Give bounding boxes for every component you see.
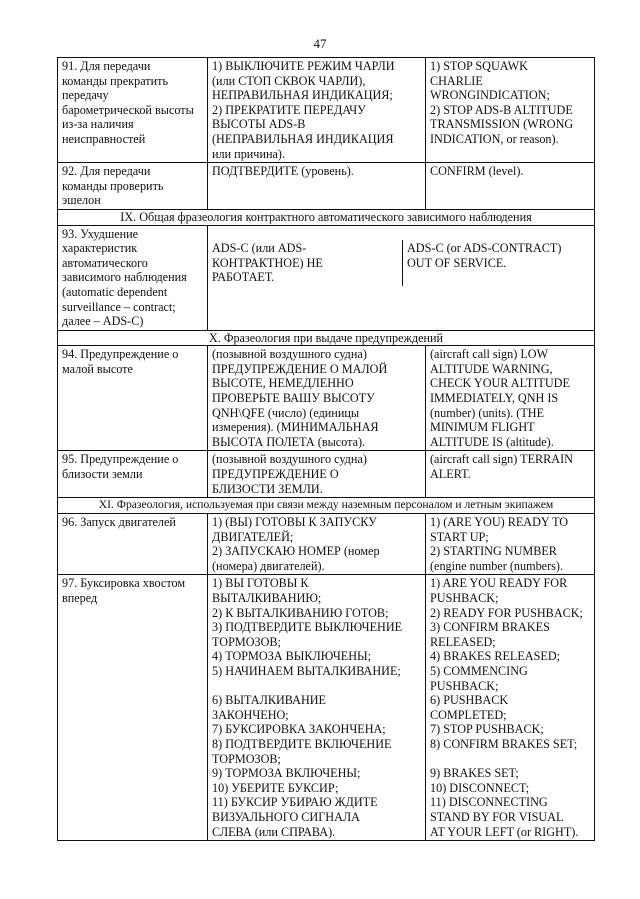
russian-phrase-cell: 1) ВЫ ГОТОВЫ К ВЫТАЛКИВАНИЮ; 2) К ВЫТАЛКИВАНИЮ ГОТОВ; 3) ПОДТВЕРДИТЕ ВЫКЛЮЧЕНИЕ ТОРМОЗОВ; 4) ТОРМОЗА ВЫКЛЮЧЕНЫ; 5) НАЧИНАЕМ ВЫТАЛКИВАНИЕ; 6) ВЫТАЛКИВАНИЕ ЗАКОНЧЕНО; 7) БУКСИРОВКА ЗАКОНЧЕНА; 8) ПОДТВЕРДИТЕ ВКЛЮЧЕНИЕ ТОРМОЗОВ; 9) ТОРМОЗА ВКЛЮЧЕНЫ; 10) УБЕРИТЕ БУКСИР; 11) БУКСИР УБИРАЮ ЖДИТЕ ВИЗУАЛЬНОГО СИГНАЛА СЛЕВА (или СПРАВА).	[208, 575, 426, 841]
situation-cell: 96. Запуск двигателей	[58, 514, 208, 575]
table-row	[58, 163, 595, 210]
table-row	[58, 575, 595, 841]
english-phrase-cell: (aircraft call sign) LOW ALTITUDE WARNING, CHECK YOUR ALTITUDE IMMEDIATELY, QNH IS (number) (units). (THE MINIMUM FLIGHT ALTITUDE IS (altitude).	[426, 346, 595, 451]
russian-phrase-cell: 1) (ВЫ) ГОТОВЫ К ЗАПУСКУ ДВИГАТЕЛЕЙ; 2) ЗАПУСКАЮ НОМЕР (номер (номера) двигателей).	[208, 514, 426, 575]
situation-cell: 91. Для передачи команды прекратить передачу барометрической высоты из-за наличия неисправностей	[58, 58, 208, 163]
section-header-row	[58, 330, 595, 346]
english-phrase-cell: 1) STOP SQUAWK CHARLIE WRONGINDICATION; 2) STOP ADS-B ALTITUDE TRANSMISSION (WRONG INDICATION, or reason).	[426, 58, 595, 163]
russian-phrase-cell: ПОДТВЕРДИТЕ (уровень).	[208, 163, 426, 210]
russian-phrase-cell: ADS-C (или ADS- КОНТРАКТНОЕ) НЕ РАБОТАЕТ.	[208, 240, 403, 286]
section-title: IX. Общая фразеология контрактного автоматического зависимого наблюдения	[58, 209, 595, 225]
english-phrase-cell: 1) (ARE YOU) READY TO START UP; 2) STARTING NUMBER (engine number (numbers).	[426, 514, 595, 575]
table-row	[58, 514, 595, 575]
table-row	[58, 451, 595, 498]
table-row	[58, 58, 595, 163]
section-header-row	[58, 498, 595, 514]
situation-cell: 92. Для передачи команды проверить эшелон	[58, 163, 208, 210]
section-header-row	[58, 209, 595, 225]
russian-phrase-cell: 1) ВЫКЛЮЧИТЕ РЕЖИМ ЧАРЛИ (или СТОП СКВОК ЧАРЛИ), НЕПРАВИЛЬНАЯ ИНДИКАЦИЯ; 2) ПРЕКРАТИТЕ ПЕРЕДАЧУ ВЫСОТЫ ADS-B (НЕПРАВИЛЬНАЯ ИНДИКАЦИЯ или причина).	[208, 58, 426, 163]
table-row	[58, 225, 595, 330]
situation-cell: 97. Буксировка хвостом вперед	[58, 575, 208, 841]
phraseology-table	[57, 57, 595, 841]
russian-phrase-cell: (позывной воздушного судна) ПРЕДУПРЕЖДЕНИЕ О БЛИЗОСТИ ЗЕМЛИ.	[208, 451, 426, 498]
section-title: X. Фразеология при выдаче предупреждений	[58, 330, 595, 346]
situation-cell: 93. Ухудшение характеристик автоматического зависимого наблюдения (automatic dependent surveillance – contract; далее – ADS-C)	[58, 225, 208, 330]
english-phrase-cell: ADS-C (or ADS-CONTRACT) OUT OF SERVICE.	[407, 241, 562, 270]
situation-cell: 94. Предупреждение о малой высоте	[58, 346, 208, 451]
russian-phrase-cell: (позывной воздушного судна) ПРЕДУПРЕЖДЕНИЕ О МАЛОЙ ВЫСОТЕ, НЕМЕДЛЕННО ПРОВЕРЬТЕ ВАШУ ВЫСОТУ QNH\QFE (число) (единицы измерения). (МИНИМАЛЬНАЯ ВЫСОТА ПОЛЕТА (высота).	[208, 346, 426, 451]
section-title: XI. Фразеология, используемая при связи между наземным персоналом и летным экипажем	[58, 498, 595, 514]
english-phrase-cell: 1) ARE YOU READY FOR PUSHBACK; 2) READY FOR PUSHBACK; 3) CONFIRM BRAKES RELEASED; 4) BRAKES RELEASED; 5) COMMENCING PUSHBACK; 6) PUSHBACK COMPLETED; 7) STOP PUSHBACK; 8) CONFIRM BRAKES SET; 9) BRAKES SET; 10) DISCONNECT; 11) DISCONNECTING STAND BY FOR VISUAL AT YOUR LEFT (or RIGHT).	[426, 575, 595, 841]
english-phrase-cell: (aircraft call sign) TERRAIN ALERT.	[426, 451, 595, 498]
table-row	[58, 346, 595, 451]
phrase-cell-wide	[208, 225, 595, 330]
english-phrase-cell: CONFIRM (level).	[426, 163, 595, 210]
situation-cell: 95. Предупреждение о близости земли	[58, 451, 208, 498]
page-number: 47	[313, 36, 327, 51]
